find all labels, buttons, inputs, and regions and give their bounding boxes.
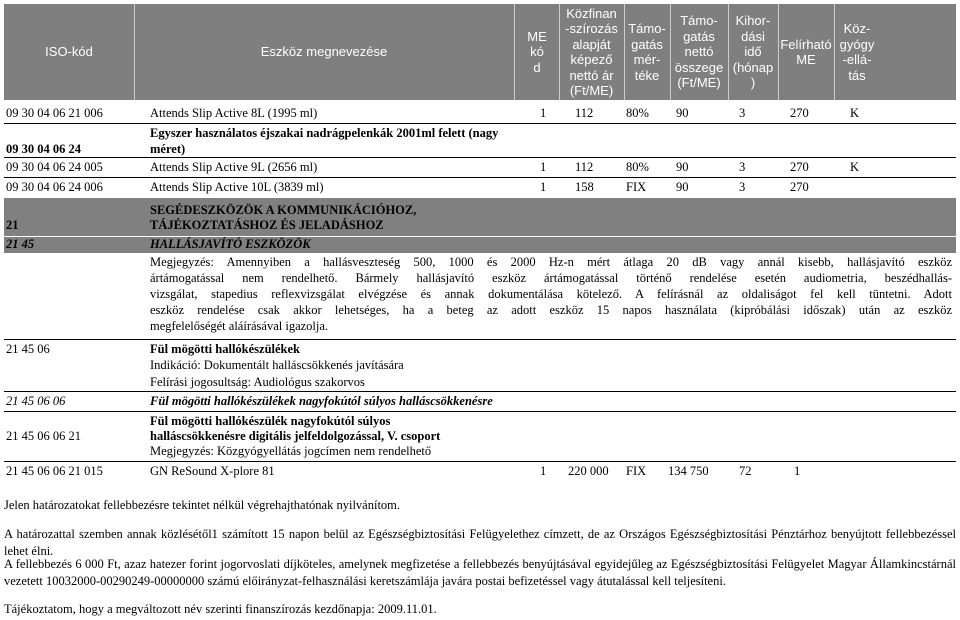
category-name-line1: SEGÉDESZKÖZÖK A KOMMUNIKÁCIÓHOZ, — [150, 203, 417, 217]
header-support-rate: Támo- gatás mér- téke — [628, 21, 666, 83]
indication: Indikáció: Dokumentált halláscsökkenés javítására — [150, 358, 404, 372]
device-name: Attends Slip Active 8L (1995 ml) — [150, 106, 318, 120]
device-name: GN ReSound X-plore 81 — [150, 464, 275, 478]
iso-code: 21 45 06 06 — [6, 394, 66, 408]
header-wear-time: Kihor- dási idő (hónap ) — [732, 13, 774, 91]
footer-paragraph: Tájékoztatom, hogy a megváltozott név szerinti finanszírozás kezdőnapja: 2009.11.01. — [4, 602, 437, 616]
support-rate: FIX — [626, 180, 647, 194]
group-name: Fül mögötti hallókészülékek — [150, 342, 301, 356]
category-name-line2: TÁJÉKOZTATÁSHOZ ÉS JELADÁSHOZ — [150, 218, 384, 232]
wear-months: 3 — [739, 180, 746, 194]
prescription-right: Felírási jogosultság: Audiológus szakorvos — [150, 375, 365, 389]
price-value: 112 — [575, 160, 594, 174]
table-row — [4, 342, 956, 392]
wear-months: 72 — [739, 464, 752, 478]
prescribable-count: 270 — [790, 160, 809, 174]
me-value: 1 — [540, 106, 547, 120]
iso-code: 21 45 — [6, 237, 35, 251]
note-line: eszköz rendelése csak akkor lehetséges, ha a beteg az adott eszköz 15 napos használata (kipróbálási időszak) után az eszköz — [150, 303, 952, 317]
footer-paragraph: Jelen határozatokat fellebbezésre tekintet nélkül végrehajthatónak nyilvánítom. — [4, 498, 401, 512]
prescribable-count: 270 — [790, 180, 809, 194]
group-note: Megjegyzés: Közgyógyellátás jogcímen nem rendelhető — [150, 444, 432, 458]
iso-code: 21 45 06 06 21 — [6, 429, 81, 443]
support-rate: 80% — [626, 160, 649, 174]
table-row — [4, 464, 956, 480]
iso-code: 21 45 06 06 21 015 — [6, 464, 103, 478]
group-name-line2: halláscsökkenésre digitális jelfeldolgozással, V. csoport — [150, 429, 441, 443]
note-line: ártámogatással nem rendelhető. Bármely hallásjavító eszköz ártámogatással történő rendelése esetén audiometria, beszédhallás- — [150, 271, 952, 285]
group-name-line2: méret) — [150, 142, 186, 156]
iso-code: 09 30 04 06 24 005 — [6, 160, 103, 174]
price-value: 158 — [575, 180, 594, 194]
header-support-amount: Támo- gatás nettó összege (Ft/ME) — [674, 13, 724, 91]
category-band — [4, 198, 956, 236]
note-line: vizsgálat, stapedius reflexvizsgálat elvégzése és annak dokumentálása kötelező. A felírásnál az oldaliságot fel kell tüntetni. Adott — [150, 287, 952, 301]
footer-paragraph: A fellebbezés 6 000 Ft, azaz hatezer forint jogorvoslati díjköteles, amelynek megfizetése a fellebbezés benyújtásával egyidejűleg az Egészségbiztosítási Felügyelet Magyar Államkincstárnál vezetett 10032000-00290249-00000000 számú előirányzat-felhasználási keretszámlája javára postai befizetéssel vagy átutalással kell teljesíteni. — [4, 557, 956, 588]
table-row — [4, 414, 956, 462]
support-amount: 90 — [676, 106, 689, 120]
me-value: 1 — [540, 160, 547, 174]
support-rate: 80% — [626, 106, 649, 120]
iso-code: 09 30 04 06 24 — [6, 142, 81, 156]
device-name: Attends Slip Active 9L (2656 ml) — [150, 160, 318, 174]
header-financing-price: Közfinan -szírozás alapját képező nettó ár (Ft/ME) — [565, 5, 618, 98]
group-name: Fül mögötti hallókészülékek nagyfokútól súlyos halláscsökkenésre — [150, 394, 493, 408]
public-care-flag: K — [850, 106, 860, 120]
note-line: megfelelőségét aláírásával igazolja. — [150, 319, 329, 333]
note-line: Megjegyzés: Amennyiben a hallásveszteség 500, 1000 és 2000 Hz-n mért átlaga 20 dB vagy annál kisebb, hallásjavító eszköz — [150, 255, 952, 269]
header-iso-code: ISO-kód — [45, 44, 93, 60]
table-header — [4, 4, 956, 100]
group-name-line1: Fül mögötti hallókészülék nagyfokútól súlyos — [150, 414, 391, 428]
header-me-code: ME kó d — [527, 28, 547, 75]
iso-code: 21 45 06 — [6, 342, 50, 356]
iso-code: 09 30 04 06 21 006 — [6, 106, 103, 120]
table-row — [4, 160, 956, 176]
header-prescribable-me: Felírható ME — [780, 36, 832, 67]
group-name-line1: Egyszer használatos éjszakai nadrágpelenkák 2001ml felett (nagy — [150, 126, 499, 140]
iso-code: 09 30 04 06 24 006 — [6, 180, 103, 194]
category-name: HALLÁSJAVÍTÓ ESZKÖZÖK — [150, 237, 311, 251]
table-row — [4, 106, 956, 122]
me-value: 1 — [540, 180, 547, 194]
table-row — [4, 180, 956, 196]
public-care-flag: K — [850, 160, 860, 174]
support-amount: 134 750 — [668, 464, 709, 478]
wear-months: 3 — [739, 106, 746, 120]
iso-code: 21 — [6, 218, 19, 232]
prescribable-count: 1 — [794, 464, 801, 478]
category-band — [4, 237, 956, 253]
support-rate: FIX — [626, 464, 647, 478]
price-value: 112 — [575, 106, 594, 120]
header-device-name: Eszköz megnevezése — [260, 44, 388, 60]
me-value: 1 — [540, 464, 547, 478]
support-amount: 90 — [676, 160, 689, 174]
table-row — [4, 394, 956, 410]
support-amount: 90 — [676, 180, 689, 194]
prescribable-count: 270 — [790, 106, 809, 120]
header-public-care: Köz- gyógy -ellá- tás — [839, 21, 875, 83]
table-row — [4, 126, 956, 158]
wear-months: 3 — [739, 160, 746, 174]
price-value: 220 000 — [568, 464, 609, 478]
category-note — [150, 254, 952, 334]
device-name: Attends Slip Active 10L (3839 ml) — [150, 180, 324, 194]
footer-paragraph: A határozattal szemben annak közlésétől1 számított 15 napon belül az Egészségbiztosítási Felügyelethez címzett, de az Országos Egészségbiztosítási Pénztárhoz benyújtott fellebbezéssel lehet élni. — [4, 527, 956, 558]
